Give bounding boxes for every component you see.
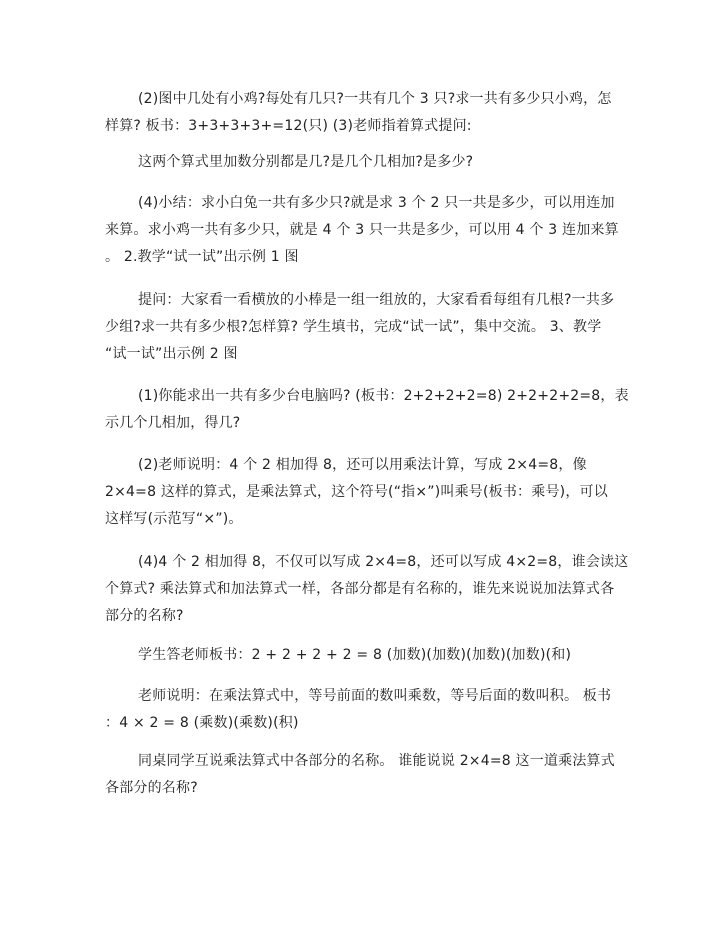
text-line: (1)你能求出一共有多少台电脑吗? (板书：2+2+2+2=8) 2+2+2+2=8，表	[138, 388, 629, 404]
text-line: 同桌同学互说乘法算式中各部分的名称。 谁能说说 2×4=8 这一道乘法算式	[138, 753, 615, 769]
paragraph-addends-question	[105, 149, 620, 176]
text-line: 。 2.教学“试一试”出示例 1 图	[105, 249, 299, 265]
text-line: 这两个算式里加数分别都是几?是几个几相加?是多少?	[138, 154, 474, 170]
text-line: 2×4=8 这样的算式，是乘法算式，这个符号(“指×”)叫乘号(板书：乘号)，可以	[105, 484, 608, 500]
paragraph-sticks-question	[105, 287, 620, 368]
paragraph-multiplication-intro	[105, 452, 620, 533]
text-line: 来算。求小鸡一共有多少只，就是 4 个 3 只一共是多少，可以用 4 个 3 连加来算	[105, 222, 619, 238]
paragraph-peer-practice	[105, 748, 620, 802]
text-line: 这样写(示范写“×”)。	[105, 511, 243, 527]
text-line: 学生答老师板书：2 + 2 + 2 + 2 = 8 (加数)(加数)(加数)(加数)(和)	[138, 647, 572, 663]
text-line: 提问：大家看一看横放的小棒是一组一组放的，大家看看每组有几根?一共多	[138, 292, 615, 308]
text-line: “试一试”出示例 2 图	[105, 346, 238, 362]
paragraph-chicks-question	[105, 86, 620, 140]
paragraph-computers-question	[105, 383, 629, 437]
text-line: 少组?求一共有多少根?怎样算? 学生填书，完成“试一试”，集中交流。 3、教学	[105, 319, 602, 335]
paragraph-reading-equation	[105, 549, 629, 630]
text-line: 个算式? 乘法算式和加法算式一样，各部分都是有名称的，谁先来说说加法算式各	[105, 581, 615, 597]
text-line: 各部分的名称?	[105, 780, 198, 796]
text-line: (2)老师说明：4 个 2 相加得 8，还可以用乘法计算，写成 2×4=8，像	[138, 457, 587, 473]
text-line: 老师说明：在乘法算式中，等号前面的数叫乘数，等号后面的数叫积。 板书	[138, 688, 612, 704]
text-line: 示几个几相加，得几?	[105, 415, 241, 431]
text-line: (2)图中几处有小鸡?每处有几只?一共有几个 3 只?求一共有多少只小鸡，怎	[138, 91, 612, 107]
paragraph-addition-parts	[105, 642, 620, 669]
paragraph-multiplication-parts	[105, 683, 620, 737]
text-line: (4)小结：求小白兔一共有多少只?就是求 3 个 2 只一共是多少，可以用连加	[138, 195, 615, 211]
paragraph-summary	[105, 190, 620, 271]
text-line: 样算? 板书：3+3+3+3+=12(只) (3)老师指着算式提问:	[105, 118, 472, 134]
text-line: ：4 × 2 = 8 (乘数)(乘数)(积)	[105, 715, 299, 731]
text-line: 部分的名称?	[105, 608, 184, 624]
text-line: (4)4 个 2 相加得 8，不仅可以写成 2×4=8，还可以写成 4×2=8，谁会读这	[138, 554, 629, 570]
